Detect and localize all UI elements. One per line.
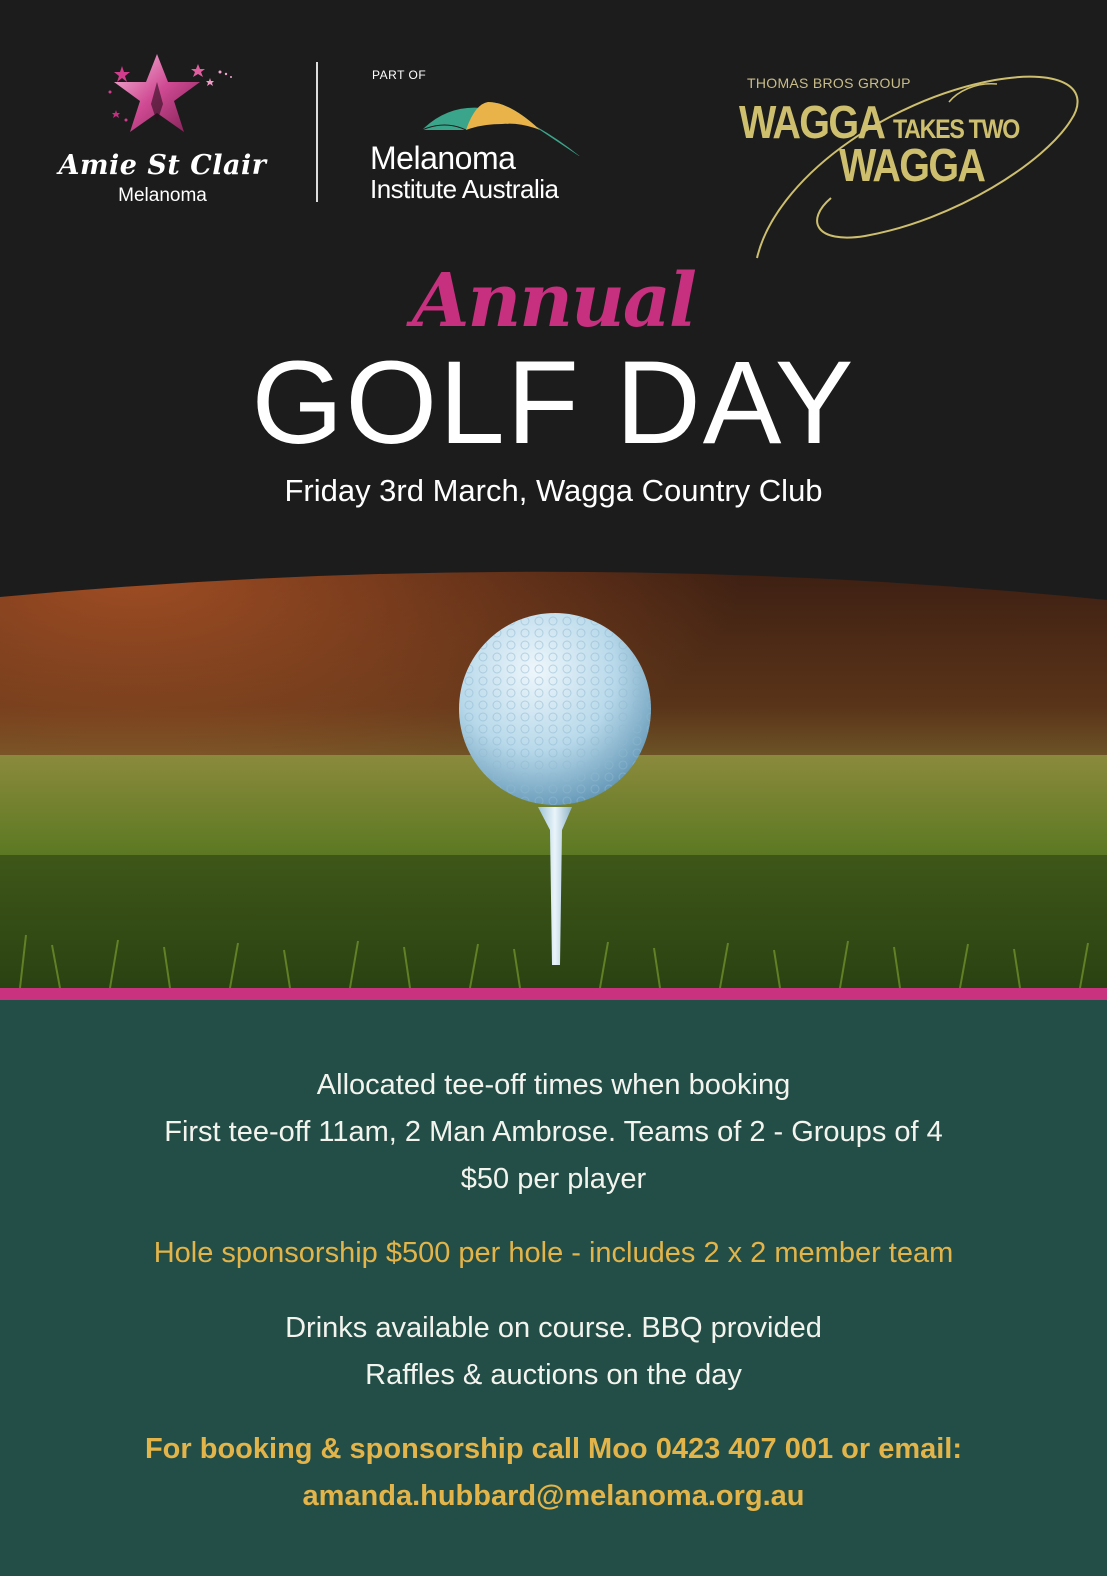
melanoma-institute-logo bbox=[370, 64, 610, 214]
golf-day-title: GOLF DAY bbox=[251, 337, 856, 469]
wagga-takes-two-wagga-logo bbox=[735, 70, 1085, 265]
details-drinks: Drinks available on course. BBQ provided bbox=[285, 1312, 822, 1344]
wagga-word-2: WAGGA bbox=[839, 139, 985, 191]
amie-logo-name: Amie St Clair bbox=[58, 150, 267, 181]
annual-label: Annual bbox=[412, 258, 695, 344]
takes-two-label: TAKES TWO bbox=[893, 114, 1019, 144]
amie-st-clair-logo bbox=[50, 52, 275, 212]
event-date-location: Friday 3rd March, Wagga Country Club bbox=[284, 473, 823, 508]
part-of-label: PART OF bbox=[372, 68, 427, 82]
wagga-group-label: THOMAS BROS GROUP bbox=[747, 75, 911, 91]
star-icon bbox=[50, 52, 275, 152]
mia-line1: Melanoma bbox=[370, 140, 516, 176]
details-line-1: Allocated tee-off times when booking bbox=[316, 1069, 791, 1101]
logo-divider bbox=[316, 62, 318, 202]
amie-logo-subtitle: Melanoma bbox=[118, 185, 207, 206]
mia-line2: Institute Australia bbox=[370, 174, 559, 204]
contact-phone: For booking & sponsorship call Moo 0423 407 001 or email: bbox=[144, 1433, 963, 1465]
hole-sponsorship: Hole sponsorship $500 per hole - includes 2 x 2 member team bbox=[153, 1237, 954, 1269]
details-raffles: Raffles & auctions on the day bbox=[365, 1359, 742, 1391]
golf-ball-photo bbox=[0, 555, 1107, 988]
pink-divider-bar bbox=[0, 988, 1107, 1000]
contact-email[interactable]: amanda.hubbard@melanoma.org.au bbox=[302, 1480, 805, 1512]
details-line-2: First tee-off 11am, 2 Man Ambrose. Teams of 2 - Groups of 4 bbox=[164, 1116, 943, 1148]
details-price: $50 per player bbox=[460, 1163, 647, 1195]
wagga-word-1: WAGGA bbox=[739, 96, 885, 148]
